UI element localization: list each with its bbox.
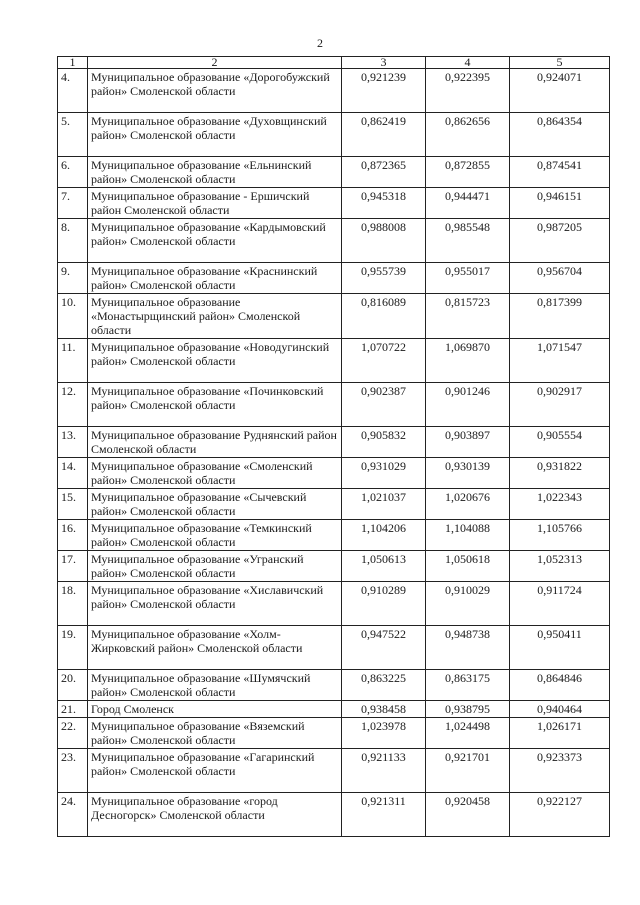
row-number-cell: 23. [58, 749, 88, 793]
value-cell-col4: 0,872855 [426, 157, 510, 188]
value-cell-col5: 1,105766 [510, 520, 610, 551]
value-cell-col3: 1,050613 [342, 551, 426, 582]
value-cell-col5: 0,931822 [510, 458, 610, 489]
row-number-cell: 8. [58, 219, 88, 263]
value-cell-col3: 0,945318 [342, 188, 426, 219]
table-row [58, 427, 610, 458]
page-number: 2 [317, 36, 323, 50]
municipality-name-cell: Город Смоленск [88, 701, 342, 718]
value-cell-col4: 0,901246 [426, 383, 510, 427]
municipality-name-cell: Муниципальное образование «Вяземский район» Смоленской области [88, 718, 342, 749]
row-number-cell: 18. [58, 582, 88, 626]
table-row [58, 670, 610, 701]
value-cell-col5: 0,924071 [510, 69, 610, 113]
value-cell-col4: 0,903897 [426, 427, 510, 458]
column-header: 4 [426, 57, 510, 69]
value-cell-col5: 0,956704 [510, 263, 610, 294]
table-row [58, 157, 610, 188]
value-cell-col3: 1,021037 [342, 489, 426, 520]
value-cell-col3: 0,921311 [342, 793, 426, 837]
value-cell-col3: 1,070722 [342, 339, 426, 383]
value-cell-col4: 0,910029 [426, 582, 510, 626]
value-cell-col5: 0,905554 [510, 427, 610, 458]
data-table [57, 56, 610, 837]
table-row [58, 69, 610, 113]
table-row [58, 294, 610, 339]
table-row [58, 113, 610, 157]
value-cell-col3: 0,816089 [342, 294, 426, 339]
table-row [58, 551, 610, 582]
municipality-name-cell: Муниципальное образование «Шумячский район» Смоленской области [88, 670, 342, 701]
table-row [58, 749, 610, 793]
row-number-cell: 19. [58, 626, 88, 670]
municipality-name-cell: Муниципальное образование «Гагаринский район» Смоленской области [88, 749, 342, 793]
value-cell-col3: 1,104206 [342, 520, 426, 551]
value-cell-col4: 1,069870 [426, 339, 510, 383]
value-cell-col4: 0,985548 [426, 219, 510, 263]
table-row [58, 458, 610, 489]
table-row [58, 339, 610, 383]
value-cell-col4: 0,863175 [426, 670, 510, 701]
column-header: 1 [58, 57, 88, 69]
table-row [58, 793, 610, 837]
municipality-name-cell: Муниципальное образование «Дорогобужский район» Смоленской области [88, 69, 342, 113]
row-number-cell: 10. [58, 294, 88, 339]
value-cell-col5: 0,922127 [510, 793, 610, 837]
value-cell-col3: 0,955739 [342, 263, 426, 294]
municipality-name-cell: Муниципальное образование «Починковский район» Смоленской области [88, 383, 342, 427]
value-cell-col3: 0,947522 [342, 626, 426, 670]
table-row [58, 188, 610, 219]
value-cell-col4: 0,955017 [426, 263, 510, 294]
value-cell-col4: 0,920458 [426, 793, 510, 837]
value-cell-col4: 0,921701 [426, 749, 510, 793]
value-cell-col4: 1,104088 [426, 520, 510, 551]
value-cell-col3: 0,910289 [342, 582, 426, 626]
value-cell-col5: 0,902917 [510, 383, 610, 427]
value-cell-col5: 0,987205 [510, 219, 610, 263]
table-row [58, 520, 610, 551]
value-cell-col3: 0,902387 [342, 383, 426, 427]
table-row [58, 263, 610, 294]
value-cell-col3: 1,023978 [342, 718, 426, 749]
table-row [58, 582, 610, 626]
municipality-name-cell: Муниципальное образование «Хиславичский район» Смоленской области [88, 582, 342, 626]
municipality-name-cell: Муниципальное образование «Смоленский район» Смоленской области [88, 458, 342, 489]
column-header: 3 [342, 57, 426, 69]
value-cell-col4: 0,948738 [426, 626, 510, 670]
row-number-cell: 13. [58, 427, 88, 458]
value-cell-col4: 0,815723 [426, 294, 510, 339]
value-cell-col3: 0,931029 [342, 458, 426, 489]
value-cell-col5: 1,071547 [510, 339, 610, 383]
column-header: 5 [510, 57, 610, 69]
municipality-name-cell: Муниципальное образование «Угранский район» Смоленской области [88, 551, 342, 582]
row-number-cell: 20. [58, 670, 88, 701]
municipality-name-cell: Муниципальное образование «Сычевский район» Смоленской области [88, 489, 342, 520]
municipality-name-cell: Муниципальное образование «Холм-Жирковский район» Смоленской области [88, 626, 342, 670]
value-cell-col3: 0,988008 [342, 219, 426, 263]
value-cell-col5: 0,864846 [510, 670, 610, 701]
municipality-name-cell: Муниципальное образование «Кардымовский район» Смоленской области [88, 219, 342, 263]
value-cell-col4: 1,020676 [426, 489, 510, 520]
row-number-cell: 16. [58, 520, 88, 551]
row-number-cell: 22. [58, 718, 88, 749]
value-cell-col3: 0,872365 [342, 157, 426, 188]
value-cell-col5: 1,022343 [510, 489, 610, 520]
value-cell-col5: 0,911724 [510, 582, 610, 626]
value-cell-col3: 0,905832 [342, 427, 426, 458]
municipality-name-cell: Муниципальное образование «Ельнинский район» Смоленской области [88, 157, 342, 188]
row-number-cell: 4. [58, 69, 88, 113]
row-number-cell: 9. [58, 263, 88, 294]
table-body [58, 69, 610, 837]
value-cell-col3: 0,863225 [342, 670, 426, 701]
value-cell-col5: 0,874541 [510, 157, 610, 188]
table-row [58, 626, 610, 670]
row-number-cell: 17. [58, 551, 88, 582]
row-number-cell: 24. [58, 793, 88, 837]
municipality-name-cell: Муниципальное образование Руднянский район Смоленской области [88, 427, 342, 458]
municipality-name-cell: Муниципальное образование «Темкинский район» Смоленской области [88, 520, 342, 551]
table-row [58, 489, 610, 520]
table-row [58, 383, 610, 427]
column-header: 2 [88, 57, 342, 69]
table-row [58, 701, 610, 718]
value-cell-col4: 0,922395 [426, 69, 510, 113]
table-header-row [58, 57, 610, 69]
row-number-cell: 6. [58, 157, 88, 188]
municipality-name-cell: Муниципальное образование «Монастырщинский район» Смоленской области [88, 294, 342, 339]
value-cell-col5: 0,864354 [510, 113, 610, 157]
value-cell-col3: 0,921239 [342, 69, 426, 113]
row-number-cell: 21. [58, 701, 88, 718]
row-number-cell: 11. [58, 339, 88, 383]
value-cell-col4: 0,944471 [426, 188, 510, 219]
value-cell-col4: 1,050618 [426, 551, 510, 582]
value-cell-col5: 0,950411 [510, 626, 610, 670]
row-number-cell: 5. [58, 113, 88, 157]
row-number-cell: 12. [58, 383, 88, 427]
value-cell-col5: 0,946151 [510, 188, 610, 219]
value-cell-col5: 1,052313 [510, 551, 610, 582]
municipality-name-cell: Муниципальное образование «Духовщинский район» Смоленской области [88, 113, 342, 157]
table-row [58, 219, 610, 263]
value-cell-col3: 0,862419 [342, 113, 426, 157]
row-number-cell: 15. [58, 489, 88, 520]
value-cell-col5: 1,026171 [510, 718, 610, 749]
row-number-cell: 14. [58, 458, 88, 489]
municipality-name-cell: Муниципальное образование «Краснинский район» Смоленской области [88, 263, 342, 294]
row-number-cell: 7. [58, 188, 88, 219]
table-row [58, 718, 610, 749]
value-cell-col5: 0,923373 [510, 749, 610, 793]
value-cell-col3: 0,921133 [342, 749, 426, 793]
municipality-name-cell: Муниципальное образование - Ершичский район Смоленской области [88, 188, 342, 219]
value-cell-col4: 0,938795 [426, 701, 510, 718]
value-cell-col3: 0,938458 [342, 701, 426, 718]
municipality-name-cell: Муниципальное образование «город Десногорск» Смоленской области [88, 793, 342, 837]
value-cell-col4: 1,024498 [426, 718, 510, 749]
value-cell-col5: 0,940464 [510, 701, 610, 718]
value-cell-col4: 0,930139 [426, 458, 510, 489]
municipality-name-cell: Муниципальное образование «Новодугинский район» Смоленской области [88, 339, 342, 383]
value-cell-col5: 0,817399 [510, 294, 610, 339]
value-cell-col4: 0,862656 [426, 113, 510, 157]
